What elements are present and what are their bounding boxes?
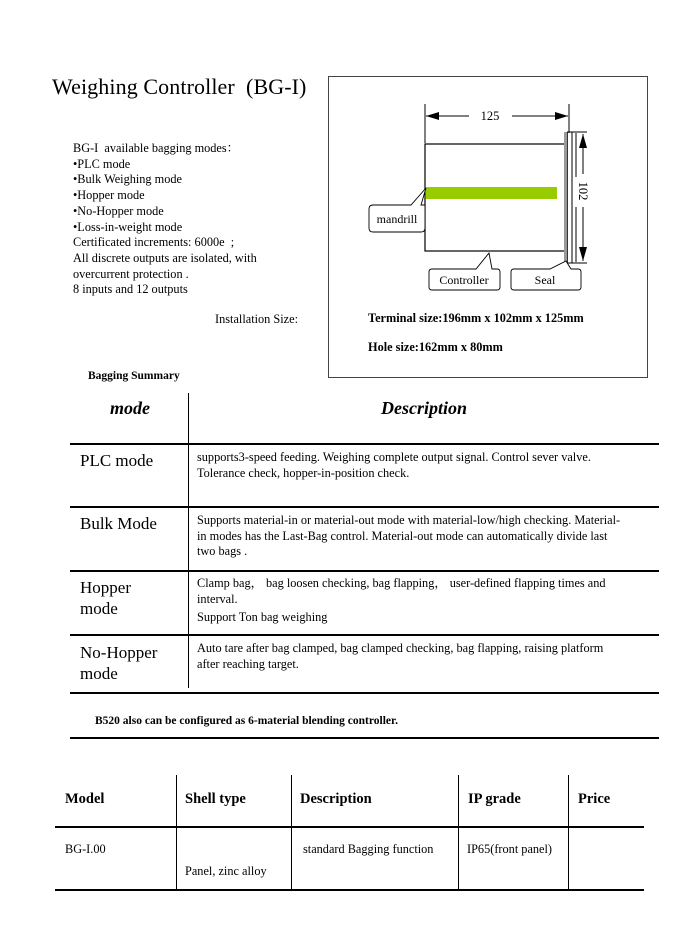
feature-line: 8 inputs and 12 outputs (73, 282, 188, 297)
column-header-description: Description (300, 791, 372, 807)
table-rule (55, 889, 644, 891)
cell-model: BG-I.00 (65, 842, 106, 856)
installation-diagram (328, 76, 648, 378)
cell-description: standard Bagging function (303, 842, 434, 856)
cell-ip-grade: IP65(front panel) (467, 842, 553, 856)
table-rule (70, 443, 659, 445)
table-divider (568, 775, 569, 890)
column-header-price: Price (578, 791, 611, 807)
table-rule (70, 692, 659, 694)
feature-mode-item: •Bulk Weighing mode (73, 172, 182, 187)
feature-mode-item: •PLC mode (73, 156, 131, 171)
height-dimension: 102 (576, 181, 590, 201)
column-header-mode: mode (110, 398, 150, 418)
table-rule (70, 570, 659, 572)
feature-heading: BG-I available bagging modes： (73, 141, 239, 155)
seal-strip (564, 132, 567, 262)
mandrill-bar (426, 187, 557, 199)
section-rule (70, 737, 659, 739)
table-row-description: Auto tare after bag clamped, bag clamped checking, bag flapping, raising platform after reaching target. (197, 641, 604, 671)
feature-list (73, 141, 257, 298)
cell-shell-type: Panel, zinc alloy (185, 864, 267, 878)
table-divider (176, 775, 177, 890)
mandrill-label: mandrill (376, 212, 418, 226)
width-dimension: 125 (480, 109, 500, 123)
arrow-left-icon (426, 112, 439, 120)
arrow-down-icon (579, 247, 587, 261)
feature-mode-item: •Hopper mode (73, 188, 145, 203)
controller-label: Controller (439, 273, 489, 287)
column-header-shell-type: Shell type (185, 791, 246, 807)
arrow-right-icon (555, 112, 568, 120)
column-header-ip-grade: IP grade (468, 791, 521, 807)
bagging-summary-label: Bagging Summary (88, 370, 180, 382)
table-row-description: supports3-speed feeding. Weighing complete output signal. Control sever valve. Tolerance check, hopper-in-position check. (197, 450, 591, 480)
hole-size: Hole size:162mm x 80mm (368, 340, 503, 354)
feature-mode-item: •Loss-in-weight mode (73, 219, 183, 234)
table-divider (291, 775, 292, 890)
column-header-description: Description (380, 398, 467, 418)
table-row-mode: Bulk Mode (80, 514, 157, 533)
feature-line: All discrete outputs are isolated, with (73, 250, 257, 265)
feature-mode-item: •No-Hopper mode (73, 203, 164, 218)
table-divider (458, 775, 459, 890)
table-rule (55, 826, 644, 828)
blending-note: B520 also can be configured as 6-material blending controller. (95, 715, 398, 727)
table-rule (70, 506, 659, 508)
table-row-mode: No-Hopper mode (80, 643, 158, 683)
terminal-size: Terminal size:196mm x 102mm x 125mm (368, 311, 584, 325)
installation-size-label: Installation Size: (215, 312, 298, 326)
seal-label: Seal (534, 273, 556, 287)
page-title: Weighing Controller (BG-I) (52, 74, 307, 99)
feature-line: Certificated increments: 6000e ; (73, 235, 235, 250)
feature-line: overcurrent protection . (73, 266, 189, 281)
table-rule (70, 634, 659, 636)
column-header-model: Model (65, 791, 105, 807)
table-row-mode: Hopper mode (80, 578, 131, 618)
table-divider (188, 393, 189, 688)
installation-drawing (329, 77, 649, 379)
table-row-mode: PLC mode (80, 451, 154, 470)
table-row-description: Clamp bag， bag loosen checking, bag flapping， user-defined flapping times and interval. Support Ton bag weighing (197, 576, 606, 624)
arrow-up-icon (579, 134, 587, 148)
table-row-description: Supports material-in or material-out mode with material-low/high checking. Material- in modes has the Last-Bag control. Material-out mode can automatically divide last two bags . (197, 513, 621, 558)
